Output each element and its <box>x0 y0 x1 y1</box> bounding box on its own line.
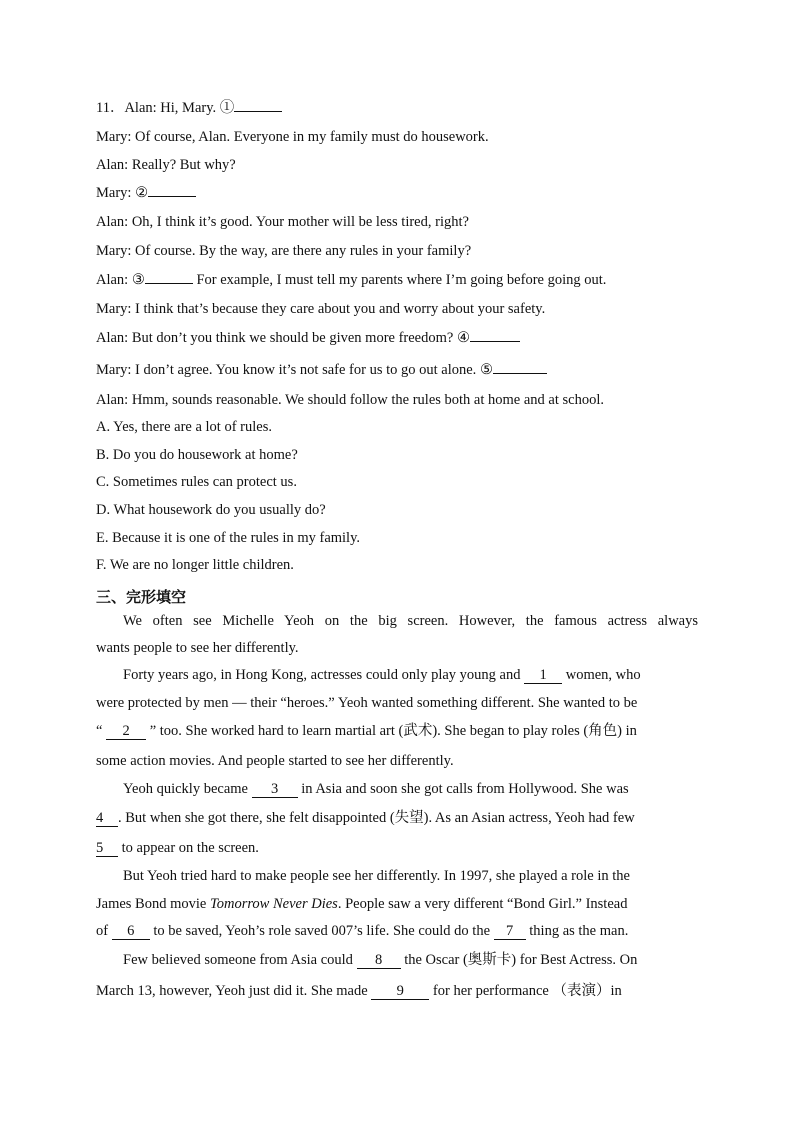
cloze-blank-9[interactable]: 9 <box>371 984 429 1000</box>
passage-line: Yeoh quickly became 3 in Asia and soon she got calls from Hollywood. She was <box>123 781 629 797</box>
dialogue-line-5: Alan: Oh, I think it’s good. Your mother will be less tired, right? <box>96 214 469 230</box>
option-a: A. Yes, there are a lot of rules. <box>96 419 272 435</box>
passage-line: James Bond movie Tomorrow Never Dies. People saw a very different “Bond Girl.” Instead <box>96 896 628 912</box>
cloze-blank-2[interactable]: 2 <box>106 724 146 740</box>
passage-line: Few believed someone from Asia could 8 the Oscar (奥斯卡) for Best Actress. On <box>123 952 638 968</box>
cloze-blank-7[interactable]: 7 <box>494 924 526 940</box>
dialogue-line-6: Mary: Of course. By the way, are there any rules in your family? <box>96 243 472 259</box>
dialogue-line-1: 11．Alan: Hi, Mary. ① <box>96 99 698 117</box>
passage-line: We often see Michelle Yeoh on the big screen. However, the famous actress always <box>123 613 698 629</box>
option-e: E. Because it is one of the rules in my family. <box>96 530 361 546</box>
dialogue-line-8: Mary: I think that’s because they care about you and worry about your safety. <box>96 301 546 317</box>
dialogue-line-9: Alan: But don’t you think we should be given more freedom? ④ <box>96 329 698 347</box>
answer-blank-5[interactable] <box>493 373 547 374</box>
cloze-blank-3[interactable]: 3 <box>252 782 298 798</box>
dialogue-line-10: Mary: I don’t agree. You know it’s not safe for us to go out alone. ⑤ <box>96 361 698 379</box>
option-f: F. We are no longer little children. <box>96 557 294 573</box>
dialogue-line-7: Alan: ③ For example, I must tell my parents where I’m going before going out. <box>96 272 607 288</box>
passage-line: “ 2 ” too. She worked hard to learn martial art (武术). She began to play roles (角色) in <box>96 723 637 739</box>
cloze-blank-5[interactable]: 5 <box>96 841 118 857</box>
passage-line: Forty years ago, in Hong Kong, actresses could only play young and 1 women, who <box>123 667 641 683</box>
movie-title: Tomorrow Never Dies <box>209 896 338 912</box>
passage-line: 5 to appear on the screen. <box>96 840 259 856</box>
cloze-blank-6[interactable]: 6 <box>112 924 150 940</box>
dialogue-line-4: Mary: ② <box>96 184 698 202</box>
passage-line: 4 . But when she got there, she felt disappointed (失望). As an Asian actress, Yeoh had few <box>96 810 635 826</box>
dialogue-line-2: Mary: Of course, Alan. Everyone in my family must do housework. <box>96 129 489 145</box>
passage-line: were protected by men — their “heroes.” Yeoh wanted something different. She wanted to be <box>96 695 638 711</box>
answer-blank-4[interactable] <box>470 341 520 342</box>
dialogue-line-11: Alan: Hmm, sounds reasonable. We should follow the rules both at home and at school. <box>96 392 604 408</box>
answer-blank-1[interactable] <box>234 111 282 112</box>
cloze-blank-8[interactable]: 8 <box>357 953 401 969</box>
passage-line: some action movies. And people started to see her differently. <box>96 753 454 769</box>
section-heading: 三、完形填空 <box>96 588 187 606</box>
passage-line: But Yeoh tried hard to make people see her differently. In 1997, she played a role in the <box>123 868 630 884</box>
cloze-blank-1[interactable]: 1 <box>524 668 562 684</box>
option-c: C. Sometimes rules can protect us. <box>96 474 297 490</box>
passage-line: of 6 to be saved, Yeoh’s role saved 007’s life. She could do the 7 thing as the man. <box>96 923 629 939</box>
answer-blank-2[interactable] <box>148 196 196 197</box>
passage-line: wants people to see her differently. <box>96 640 299 656</box>
passage-line: March 13, however, Yeoh just did it. She made 9 for her performance （表演）in <box>96 983 622 999</box>
option-d: D. What housework do you usually do? <box>96 502 326 518</box>
cloze-blank-4[interactable]: 4 <box>96 811 118 827</box>
dialogue-line-3: Alan: Really? But why? <box>96 157 236 173</box>
answer-blank-3[interactable] <box>145 283 193 284</box>
option-b: B. Do you do housework at home? <box>96 447 298 463</box>
